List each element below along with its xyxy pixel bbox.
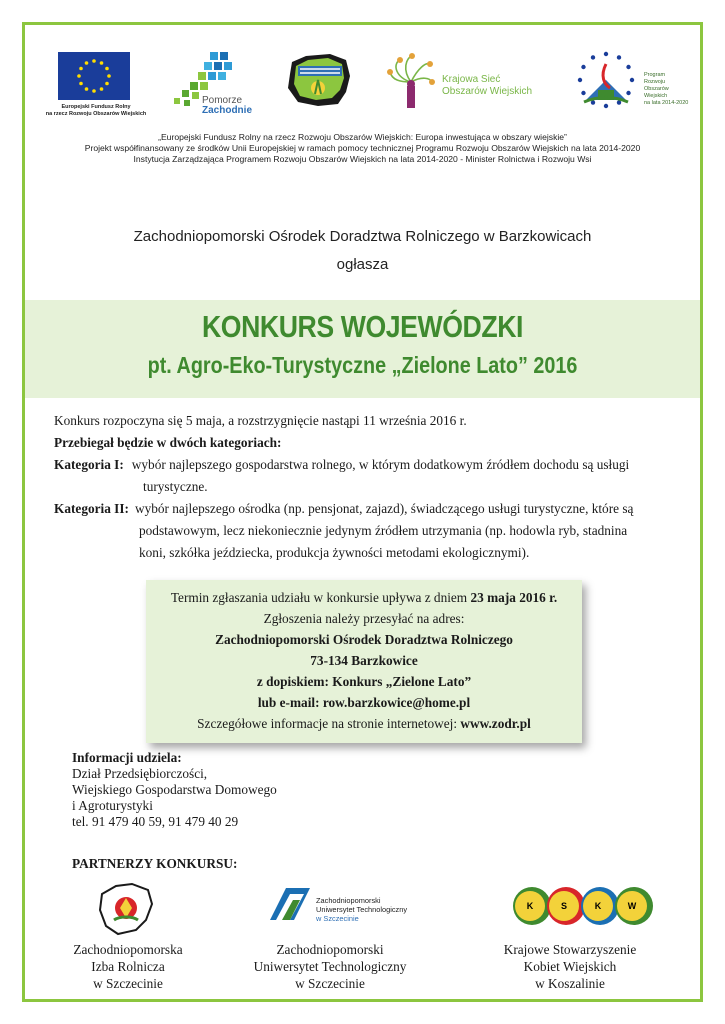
website-link[interactable]: www.zodr.pl — [460, 716, 531, 731]
partners-heading: PARTNERZY KONKURSU: — [72, 856, 238, 871]
star-icon — [105, 67, 109, 71]
deadline-line — [146, 587, 582, 608]
funding-disclaimer — [40, 132, 685, 165]
partner-line: w Koszalinie — [535, 976, 605, 991]
star-icon — [85, 61, 89, 65]
star-icon — [578, 78, 582, 82]
prow-text — [644, 72, 688, 107]
prow-line: Obszarów — [644, 86, 669, 92]
more-info-text: Szczegółowe informacje na stronie internetowej: — [197, 716, 461, 731]
star-icon — [107, 74, 111, 78]
ksow-tree-icon — [386, 52, 436, 112]
category-2-text-cont: koni, szkółka jeździecka, produkcja żywności metodami ekologicznymi). — [139, 545, 530, 560]
prow-logo — [570, 50, 642, 117]
contact-line: Wiejskiego Gospodarstwa Domowego — [72, 782, 277, 797]
eu-logo-caption — [36, 104, 156, 118]
contest-title: KONKURS WOJEWÓDZKI — [201, 309, 524, 344]
zut-line3: w Szczecinie — [316, 914, 359, 923]
star-icon — [630, 78, 634, 82]
kskw-circles-icon — [500, 886, 660, 926]
star-icon — [92, 89, 96, 93]
pomorze-zachodnie-text — [202, 96, 252, 116]
kskw-letter: K — [594, 901, 602, 911]
envelope-note: z dopiskiem: Konkurs „Zielone Lato” — [256, 674, 472, 689]
star-icon — [100, 87, 104, 91]
partner-line: Kobiet Wiejskich — [523, 959, 617, 974]
contact-heading: Informacji udziela: — [72, 750, 182, 765]
organizer-name: Zachodniopomorski Ośrodek Doradztwa Rolniczego w Barzkowicach — [133, 228, 592, 245]
send-to-text: Zgłoszenia należy przesyłać na adres: — [263, 611, 465, 626]
pz-line2: Zachodnie — [202, 105, 253, 116]
contact-phone: tel. 91 479 40 59, 91 479 40 29 — [72, 814, 239, 829]
zut-logo-text — [316, 896, 407, 923]
intro-text: Konkurs rozpoczyna się 5 maja, a rozstrzygnięcie nastąpi 11 września 2016 r. — [54, 413, 467, 428]
star-icon — [617, 100, 621, 104]
ksow-logo — [386, 52, 436, 117]
prow-line: Rozwoju — [644, 79, 666, 85]
logo-strip — [30, 44, 695, 124]
kskw-logo — [500, 886, 660, 931]
eu-caption-line2: na rzecz Rozwoju Obszarów Wiejskich — [45, 111, 147, 117]
zut-line1: Zachodniopomorski — [316, 896, 381, 905]
ksow-text — [442, 74, 532, 98]
star-icon — [581, 65, 585, 69]
announces-text: ogłasza — [336, 256, 389, 273]
prow-line: Program — [644, 72, 666, 78]
category-1-text-cont: turystyczne. — [143, 479, 208, 494]
ksow-line2: Obszarów Wiejskich — [442, 86, 533, 97]
address-line-2: 73-134 Barzkowice — [310, 653, 418, 668]
eu-stars-icon — [58, 52, 130, 100]
deadline-text: Termin zgłaszania udziału w konkursie upływa z dniem — [170, 590, 471, 605]
contact-info — [72, 750, 372, 830]
email-line[interactable]: lub e-mail: row.barzkowice@home.pl — [257, 695, 471, 710]
contact-line: i Agroturystyki — [72, 798, 153, 813]
star-icon — [604, 52, 608, 56]
star-icon — [85, 87, 89, 91]
disclaimer-line: „Europejski Fundusz Rolny na rzecz Rozwoju Obszarów Wiejskich: Europa inwestująca w obszary wiejskie” — [158, 132, 567, 142]
submission-info-box — [146, 580, 582, 743]
star-icon — [79, 67, 83, 71]
star-icon — [604, 104, 608, 108]
category-1 — [54, 454, 694, 476]
zut-line2: Uniwersytet Technologiczny — [316, 905, 408, 914]
partner-line: Izba Rolnicza — [91, 959, 165, 974]
category-2-label: Kategoria II: — [54, 501, 129, 516]
category-1-label: Kategoria I: — [54, 457, 124, 472]
star-icon — [92, 59, 96, 63]
partner-line: Zachodniopomorska — [73, 942, 183, 957]
address-line-1: Zachodniopomorski Ośrodek Doradztwa Rolniczego — [215, 632, 513, 647]
category-1-text: wybór najlepszego gospodarstwa rolnego, w którym dodatkowym źródłem dochodu są usługi — [131, 457, 630, 472]
star-icon — [105, 82, 109, 86]
star-icon — [581, 91, 585, 95]
partner-line: Zachodniopomorski — [276, 942, 384, 957]
category-2-text: wybór najlepszego ośrodka (np. pensjonat, zajazd), świadczącego usługi turystyczne, które są — [134, 501, 634, 516]
poland-map-icon — [284, 52, 354, 108]
star-icon — [626, 65, 630, 69]
zut-emblem-icon — [266, 886, 312, 922]
star-icon — [591, 55, 595, 59]
disclaimer-line: Projekt współfinansowany ze środków Unii Europejskiej w ramach pomocy technicznej Programu Rozwoju Obszarów Wiejskich na lata 2014-2020 — [84, 143, 641, 153]
pz-line1: Pomorze — [202, 95, 243, 106]
partner-line: Krajowe Stowarzyszenie — [503, 942, 637, 957]
disclaimer-line: Instytucja Zarządzająca Programem Rozwoju Obszarów Wiejskich na lata 2014-2020 - Minister Rolnictwa i Rozwoju Wsi — [133, 154, 592, 164]
star-icon — [626, 91, 630, 95]
kskw-letter: S — [560, 901, 568, 911]
prow-emblem-icon — [570, 50, 642, 112]
website-line — [146, 713, 582, 734]
partner-line: w Szczecinie — [295, 976, 365, 991]
ksow-line1: Krajowa Sieć — [442, 74, 501, 85]
partner-line: Uniwersytet Technologiczny — [253, 959, 407, 974]
partner-caption-kskw — [470, 941, 670, 992]
star-icon — [77, 74, 81, 78]
prow-line: Wiejskich — [644, 93, 668, 99]
eu-flag-logo — [58, 52, 130, 100]
poland-map-logo — [284, 52, 354, 113]
partner-caption-zut — [230, 941, 430, 992]
star-icon — [100, 61, 104, 65]
prow-line: na lata 2014-2020 — [644, 100, 689, 106]
partner-line: w Szczecinie — [93, 976, 163, 991]
kskw-letter: K — [526, 901, 534, 911]
star-icon — [617, 55, 621, 59]
kskw-letter: W — [627, 901, 637, 911]
eu-caption-line1: Europejski Fundusz Rolny — [61, 104, 131, 110]
star-icon — [591, 100, 595, 104]
star-icon — [79, 82, 83, 86]
category-2 — [54, 498, 694, 520]
categories-heading: Przebiegał będzie w dwóch kategoriach: — [54, 435, 282, 450]
deadline-date: 23 maja 2016 r. — [470, 590, 558, 605]
contact-line: Dział Przedsiębiorczości, — [72, 766, 208, 781]
contest-subtitle: pt. Agro-Eko-Turystyczne „Zielone Lato” 2016 — [147, 352, 578, 378]
zut-logo — [266, 886, 312, 927]
partner-caption-izba — [28, 941, 228, 992]
contest-description — [54, 410, 694, 564]
category-2-text-cont: podstawowym, lecz niekoniecznie jedynym źródłem utrzymania (np. hodowla ryb, stadnina — [139, 523, 628, 538]
izba-map-icon — [96, 880, 156, 938]
izba-rolnicza-logo — [96, 880, 156, 943]
